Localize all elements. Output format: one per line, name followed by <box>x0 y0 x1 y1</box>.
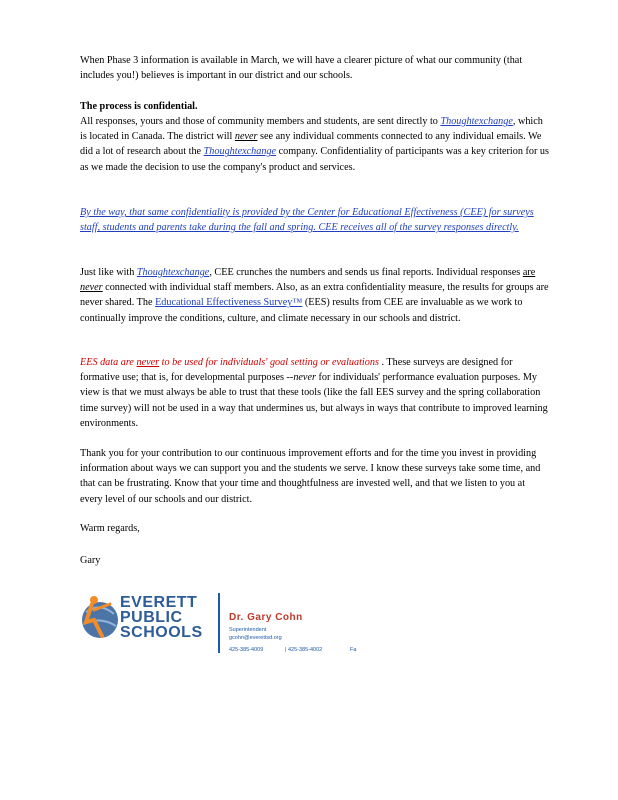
section-heading: The process is confidential. <box>80 101 198 112</box>
text-segment: company. Confidentiality of participants was a key criterion for us as we made the decision to use the company's product and services. <box>80 146 549 173</box>
emphasis-are: are <box>522 267 536 278</box>
district-logo <box>80 592 210 648</box>
text-segment: for individuals' performance evaluation purposes. My view is that we must always be able to trust that these tools (like the fall EES survey and the spring collaboration time survey) will not be used in a way that undermines us, but always in ways that contribute to improved learning environments. <box>80 372 548 429</box>
ees-warning-text: to be used for individuals' goal setting or evaluations <box>159 357 379 368</box>
signature-divider <box>218 593 220 653</box>
emphasis-never: never <box>234 131 258 143</box>
text-segment: , which is located in Canada. The district will <box>80 116 543 143</box>
emphasis-never: never <box>293 372 316 384</box>
emphasis-never: never <box>80 282 103 294</box>
logo-word-schools: SCHOOLS <box>120 624 203 641</box>
paragraph-ees-data <box>80 355 550 431</box>
paragraph-thank-you: Thank you for your contribution to our continuous improvement efforts and for the time you invest in providing information about ways we can support you and the students we serve. I know these surveys take some time, and that can be frustrating. Know that your time and thoughtfulness are invested well, and that we listen to you at every level of our schools and our district. <box>80 448 541 505</box>
signature-title: Superintendent <box>229 627 267 633</box>
text-segment: see any individual comments connected to any individual emails. We did a lot of research about the <box>80 131 542 158</box>
logo-word-everett: EVERETT <box>120 594 198 611</box>
emphasis-never: never <box>136 357 160 368</box>
text-segment: Just like with <box>80 267 137 278</box>
text-segment: . These surveys are designed for formative use; that is, for developmental purposes -- <box>80 357 513 384</box>
signature-email[interactable]: gcohn@everettsd.org <box>229 635 282 641</box>
logo-word-public: PUBLIC <box>120 609 183 626</box>
paragraph-confidentiality <box>80 114 550 175</box>
paragraph-phase3: When Phase 3 information is available in March, we will have a clearer picture of what our community (that includes you!) believes is important in our district and our schools. <box>80 55 523 82</box>
signature-phone-2: | 425-385-4002 <box>285 647 323 653</box>
thoughtexchange-link[interactable]: Thoughtexchange <box>203 146 277 158</box>
paragraph-cee-note[interactable]: By the way, that same confidentiality is provided by the Center for Educational Effectiveness (CEE) for surveys staff, students and parents take during the fall and spring. CEE receives all of the survey responses directly. <box>80 207 534 234</box>
text-segment: connected with individual staff members. Also, as an extra confidentiality measure, the results for groups are never shared. The <box>80 282 549 309</box>
signature-name: Dr. Gary Cohn <box>229 612 303 623</box>
text-segment: All responses, yours and those of community members and students, are sent directly to <box>80 116 441 127</box>
ees-link[interactable]: Educational Effectiveness Survey™ <box>155 297 303 309</box>
ees-warning-text: EES data are <box>80 357 137 368</box>
thoughtexchange-link[interactable]: Thoughtexchange <box>440 116 513 127</box>
signature-fax-label: Fa <box>350 647 357 653</box>
closing: Warm regards, <box>80 523 140 534</box>
thoughtexchange-link[interactable]: Thoughtexchange <box>136 267 210 278</box>
signoff-name: Gary <box>80 555 101 566</box>
text-segment: , CEE crunches the numbers and sends us final reports. Individual responses <box>209 267 523 278</box>
paragraph-cee-reports <box>80 265 550 326</box>
signature-phone: 425-385-4009 <box>229 647 264 653</box>
text-segment: (EES) results from CEE are invaluable as we work to continually improve the conditions, culture, and climate necessary in our schools and district. <box>80 297 523 324</box>
